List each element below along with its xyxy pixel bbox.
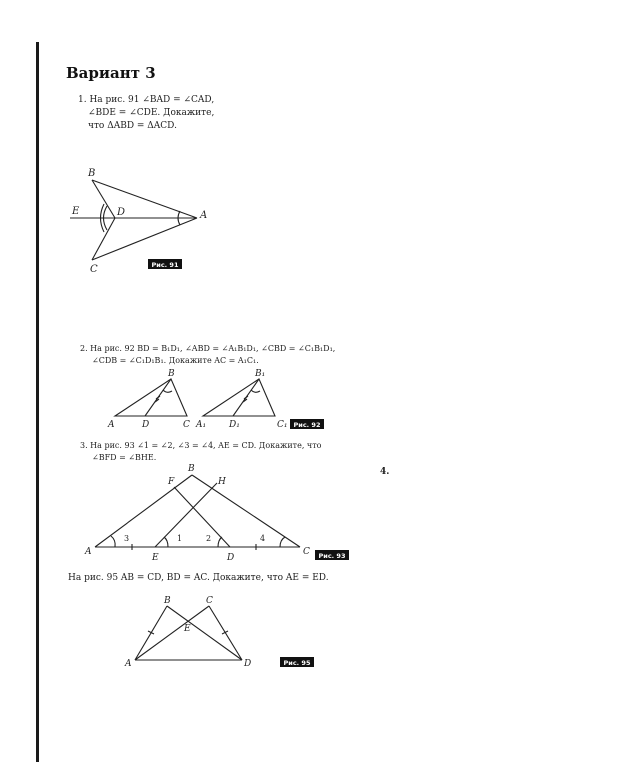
problem2-line1: 2. На рис. 92 BD = B₁D₁, ∠ABD = ∠A₁B₁D₁, ∠CBD = ∠C₁B₁D₁, [80, 344, 336, 353]
page-margin-line [36, 42, 39, 762]
fig91-label-d: D [117, 207, 126, 218]
fig93-tag: Рис. 93 [318, 552, 346, 560]
fig92-label-b: B [168, 369, 175, 379]
figure-91 [62, 160, 222, 285]
problem3-line2: ∠BFD = ∠BHE. [92, 453, 157, 462]
fig92-triangle-a1b1c1 [203, 379, 275, 416]
fig93-angle-label-3: 3 [124, 534, 130, 543]
fig92-label-a: A [108, 420, 115, 430]
figure-95 [120, 590, 330, 675]
fig91-tag: Рис. 91 [151, 261, 179, 269]
fig92-label-b1: B₁ [255, 369, 266, 379]
fig92-label-a1: A₁ [196, 420, 207, 430]
fig95-label-b: B [164, 596, 171, 606]
fig91-label-c: C [90, 264, 98, 275]
fig93-label-d: D [227, 553, 235, 563]
fig95-segment-bd [167, 606, 242, 660]
fig93-angle-label-1: 1 [177, 534, 183, 543]
fig91-label-a: A [200, 210, 208, 221]
fig93-angle-3 [111, 536, 115, 547]
fig92-tick-3 [244, 396, 248, 399]
fig95-tag: Рис. 95 [283, 659, 311, 667]
fig92-tag: Рис. 92 [293, 421, 321, 429]
fig92-angle-arc-2 [251, 390, 260, 392]
fig93-angle-1 [164, 537, 168, 547]
fig91-segment-ca [92, 218, 197, 260]
problem3-line1: 3. На рис. 93 ∠1 = ∠2, ∠3 = ∠4, AE = CD. Докажите, что [80, 441, 322, 450]
figure-92 [105, 366, 335, 434]
fig93-angle-label-2: 2 [206, 534, 212, 543]
fig91-label-e: E [72, 206, 80, 217]
fig93-label-h: H [218, 477, 226, 487]
fig93-label-f: F [168, 477, 175, 487]
fig91-segment-ba [92, 180, 197, 218]
fig95-label-c: C [206, 596, 213, 606]
fig95-segment-ac [135, 606, 209, 660]
fig93-label-b: B [188, 464, 195, 474]
fig95-label-d: D [244, 659, 252, 669]
fig92-label-d1: D₁ [229, 420, 240, 430]
fig95-label-e: E [184, 624, 191, 634]
fig92-label-c1: C₁ [277, 420, 288, 430]
fig91-label-b: B [88, 168, 96, 179]
fig95-segment-cd [209, 606, 242, 660]
fig91-segment-cd [92, 218, 115, 260]
fig93-label-a: A [85, 547, 92, 557]
problem4-number: 4. [380, 467, 390, 477]
fig92-tick-1 [156, 396, 160, 399]
problem4-line1: На рис. 95 AB = CD, BD = AC. Докажите, что AE = ED. [68, 573, 329, 583]
page-title: Вариант 3 [66, 64, 156, 82]
fig92-label-c: C [183, 420, 190, 430]
problem1-line1: 1. На рис. 91 ∠BAD = ∠CAD, [78, 95, 215, 105]
fig93-angle-label-4: 4 [260, 534, 266, 543]
problem1-line3: что ΔABD = ΔACD. [88, 121, 177, 131]
problem2-line2: ∠CDB = ∠C₁D₁B₁. Докажите AC = A₁C₁. [92, 356, 259, 365]
figure-93 [75, 460, 365, 565]
fig92-angle-arc [163, 390, 172, 392]
fig92-triangle-abc [115, 379, 187, 416]
fig93-label-e: E [152, 553, 159, 563]
fig91-segment-bd [92, 180, 115, 218]
fig93-angle-4 [280, 537, 285, 547]
problem1-line2: ∠BDE = ∠CDE. Докажите, [88, 108, 215, 118]
fig92-label-d: D [142, 420, 150, 430]
fig95-label-a: A [125, 659, 132, 669]
fig93-label-c: C [303, 547, 310, 557]
